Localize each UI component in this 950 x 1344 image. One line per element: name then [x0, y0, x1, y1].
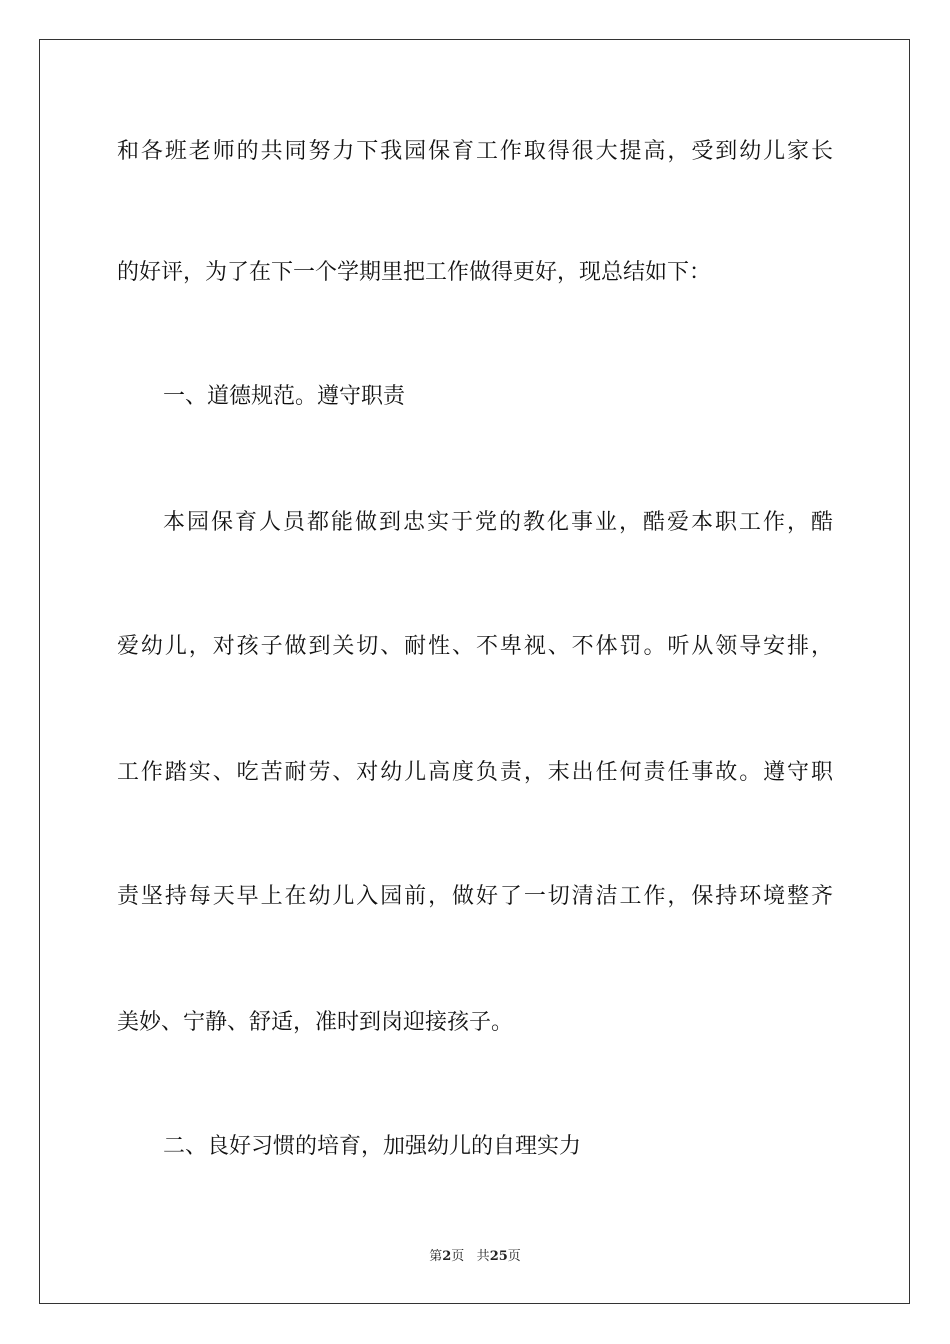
section-heading-2: 二、良好习惯的培育，加强幼儿的自理实力 [163, 1134, 582, 1159]
body-line-5: 工作踏实、吃苦耐劳、对幼儿高度负责，末出任何责任事故。遵守职 [117, 760, 833, 785]
body-line-2: 的好评，为了在下一个学期里把工作做得更好，现总结如下： [117, 260, 712, 285]
page-footer [0, 1248, 950, 1266]
body-line-4: 爱幼儿，对孩子做到关切、耐性、不卑视、不体罚。听从领导安排， [117, 634, 833, 659]
page-frame [39, 39, 910, 1304]
section-heading-1: 一、道德规范。遵守职责 [163, 384, 406, 409]
page-suffix: 页 [451, 1249, 465, 1264]
total-pages: 25 [489, 1249, 508, 1264]
body-line-7: 美妙、宁静、舒适，准时到岗迎接孩子。 [117, 1010, 514, 1035]
body-line-3: 本园保育人员都能做到忠实于党的教化事业，酷爱本职工作，酷 [163, 510, 833, 535]
total-prefix: 共 [476, 1249, 490, 1264]
body-line-1: 和各班老师的共同努力下我园保育工作取得很大提高，受到幼儿家长 [117, 139, 833, 164]
body-line-6: 责坚持每天早上在幼儿入园前，做好了一切清洁工作，保持环境整齐 [117, 884, 833, 909]
page-prefix: 第 [429, 1249, 443, 1264]
page-number: 2 [442, 1249, 452, 1264]
total-suffix: 页 [507, 1249, 521, 1264]
